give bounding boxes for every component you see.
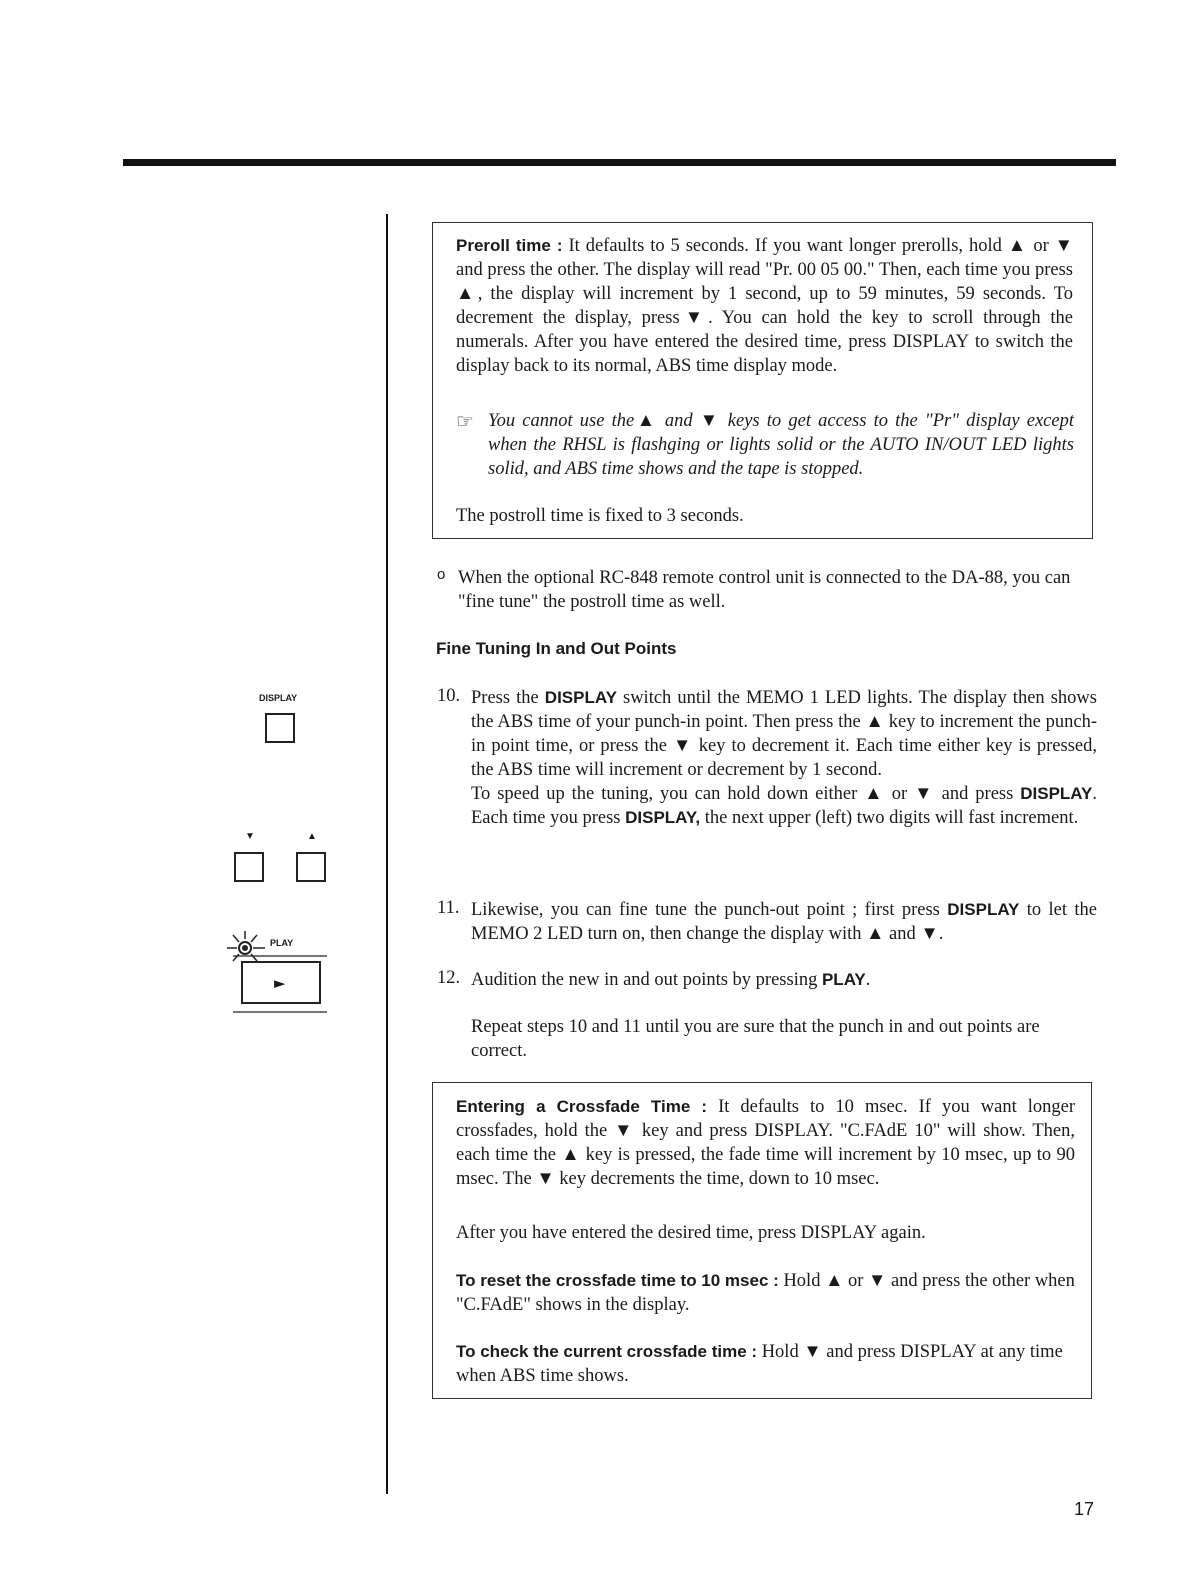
- preroll-paragraph: [456, 234, 1073, 378]
- pointing-hand-icon: ☞: [456, 411, 474, 433]
- down-arrow-label: ▼: [245, 831, 255, 842]
- crossfade-paragraph: Entering a Crossfade Time : It defaults to 10 msec. If you want longer crossfades, hold the ▼ key and press DISPLAY. "C.FAdE 10" will show. Then, each time the ▲ key is pressed, the fade time will increment by 10 msec, up to 90 msec. The ▼ key decrements the time, down to 10 msec.: [456, 1097, 1075, 1189]
- step-12-text: Audition the new in and out points by pressing PLAY.: [471, 970, 871, 990]
- crossfade-heading: Entering a Crossfade Time :: [456, 1097, 708, 1116]
- preroll-note: You cannot use the▲ and ▼ keys to get access to the "Pr" display except when the RHSL is flashging or lights solid or the AUTO IN/OUT LED lights solid, and ABS time shows and the tape is stopped.: [488, 411, 1074, 479]
- bullet-text: When the optional RC-848 remote control unit is connected to the DA-88, you can "fine tune" the postroll time as well.: [458, 568, 1071, 612]
- up-arrow-label: ▲: [307, 831, 317, 842]
- crossfade-reset-paragraph: To reset the crossfade time to 10 msec : Hold ▲ or ▼ and press the other when "C.FAdE" shows in the display.: [456, 1271, 1075, 1315]
- down-key-icon: [234, 852, 264, 882]
- step-11-number: 11.: [437, 898, 460, 918]
- step-10-number: 10.: [437, 686, 461, 706]
- display-key-icon: [265, 713, 295, 743]
- repeat-text: Repeat steps 10 and 11 until you are sure that the punch in and out points are correct.: [471, 1017, 1040, 1061]
- bullet-mark: o: [437, 566, 446, 583]
- step-12-number: 12.: [437, 968, 461, 988]
- play-symbol: ►: [274, 974, 286, 992]
- preroll-box: [432, 222, 1093, 539]
- top-rule: [123, 159, 1116, 166]
- crossfade-box: [432, 1082, 1092, 1399]
- step-10-text: Press the DISPLAY switch until the MEMO 1 LED lights. The display then shows the ABS time of your punch-in point. Then press the ▲ key to increment the punch-in point time, or press the ▼ key to decrement it. Each time either key is pressed, the ABS time will increment or decrement by 1 second.: [471, 688, 1097, 780]
- preroll-heading: Preroll time :: [456, 236, 563, 255]
- step-10-speed-text: To speed up the tuning, you can hold down either ▲ or ▼ and press DISPLAY. Each time you press DISPLAY, the next upper (left) two digits will fast increment.: [471, 784, 1097, 828]
- up-key-icon: [296, 852, 326, 882]
- column-divider: [386, 214, 388, 1494]
- play-label: PLAY: [270, 938, 294, 948]
- crossfade-check-paragraph: To check the current crossfade time : Hold ▼ and press DISPLAY at any time when ABS time shows.: [456, 1342, 1063, 1386]
- section-heading: Fine Tuning In and Out Points: [436, 639, 677, 658]
- step-11-text: Likewise, you can fine tune the punch-out point ; first press DISPLAY to let the MEMO 2 LED turn on, then change the display with ▲ and ▼.: [471, 900, 1098, 944]
- page-number: 17: [1074, 1499, 1095, 1519]
- display-label: DISPLAY: [259, 693, 298, 703]
- postroll-text: The postroll time is fixed to 3 seconds.: [456, 506, 744, 526]
- preroll-text: It defaults to 5 seconds. If you want longer prerolls, hold ▲ or ▼ and press the other. The display will read "Pr. 00 05 00." Then, each time you press ▲, the display will increment by 1 second, up to 59 minutes, 59 seconds. To decrement the display, press▼. You can hold the key to scroll through the numerals. After you have entered the desired time, press DISPLAY to switch the display back to its normal, ABS time display mode.: [456, 236, 1073, 376]
- play-key-icon: [241, 961, 321, 1004]
- crossfade-after-text: After you have entered the desired time, press DISPLAY again.: [456, 1223, 926, 1243]
